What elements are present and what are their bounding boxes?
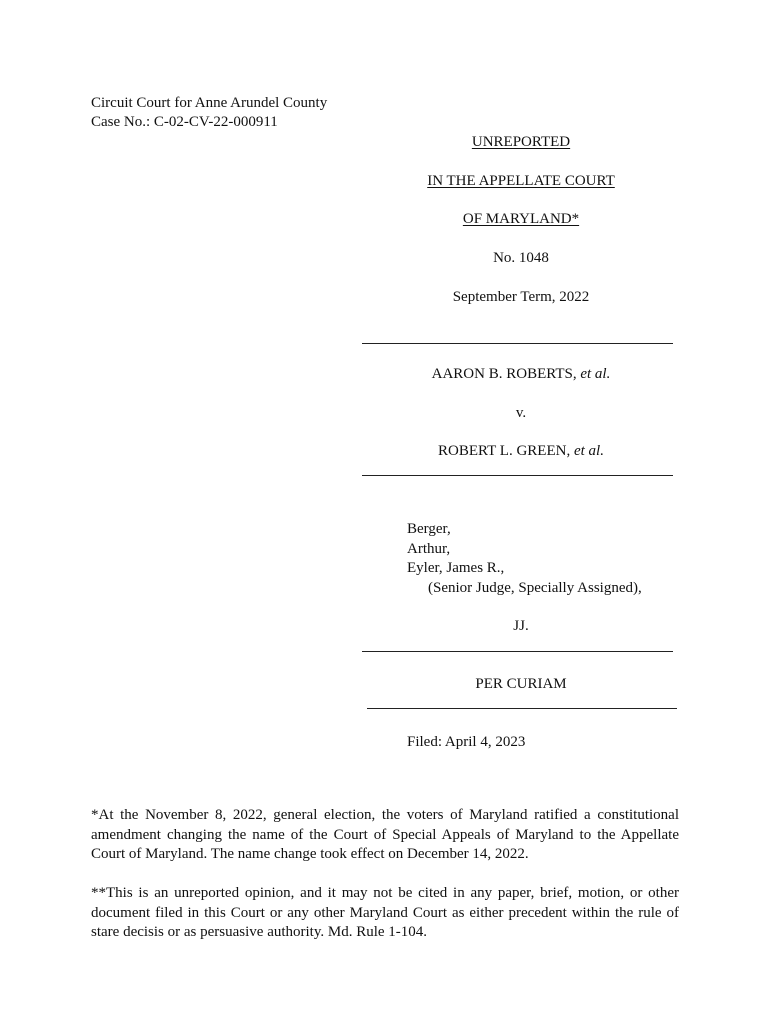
judge-berger: Berger, — [407, 521, 451, 537]
unreported-label: UNREPORTED — [471, 134, 571, 150]
footnote-name-change: *At the November 8, 2022, general election, the voters of Maryland ratified a constitutional amendment changing the name of the Court of Special Appeals of Maryland to the Appellate Court of Maryland. The name change took effect on December 14, 2022. — [91, 807, 679, 862]
footnote-unreported-notice: **This is an unreported opinion, and it may not be cited in any paper, brief, motion, or other document filed in this Court or any other Maryland Court as either precedent within the rule of stare decisis or as persuasive authority. Md. Rule 1-104. — [91, 885, 679, 940]
court-name-line-2 — [362, 210, 680, 229]
opinion-author: PER CURIAM — [475, 676, 567, 692]
court-name-text-1: IN THE APPELLATE COURT — [427, 173, 615, 189]
docket-number: No. 1048 — [493, 250, 549, 266]
divider-rule-3 — [362, 651, 673, 652]
court-name-text-2: OF MARYLAND* — [462, 211, 580, 227]
unreported-heading — [362, 133, 680, 152]
divider-rule-1 — [362, 343, 673, 344]
case-number: Case No.: C-02-CV-22-000911 — [91, 114, 278, 130]
divider-rule-4 — [367, 708, 677, 709]
filed-date: Filed: April 4, 2023 — [407, 734, 526, 750]
appellant-et-al: et al. — [580, 366, 611, 382]
appellant-name: AARON B. ROBERTS, — [431, 366, 581, 382]
divider-rule-2 — [362, 475, 673, 476]
court-name-line-1 — [362, 172, 680, 191]
judge-eyler: Eyler, James R., — [407, 560, 505, 576]
judge-arthur: Arthur, — [407, 540, 451, 557]
judges-designation: JJ. — [513, 618, 529, 634]
appellee-name: ROBERT L. GREEN, — [438, 443, 574, 459]
appellee-line — [362, 442, 680, 461]
versus-label: v. — [515, 405, 527, 421]
appellee-et-al: et al. — [573, 443, 604, 459]
judge-assignment-note: (Senior Judge, Specially Assigned), — [428, 579, 642, 596]
judges-panel — [407, 520, 642, 598]
appellant-line — [362, 365, 680, 384]
circuit-court-line: Circuit Court for Anne Arundel County — [91, 95, 328, 111]
court-term: September Term, 2022 — [452, 289, 590, 305]
